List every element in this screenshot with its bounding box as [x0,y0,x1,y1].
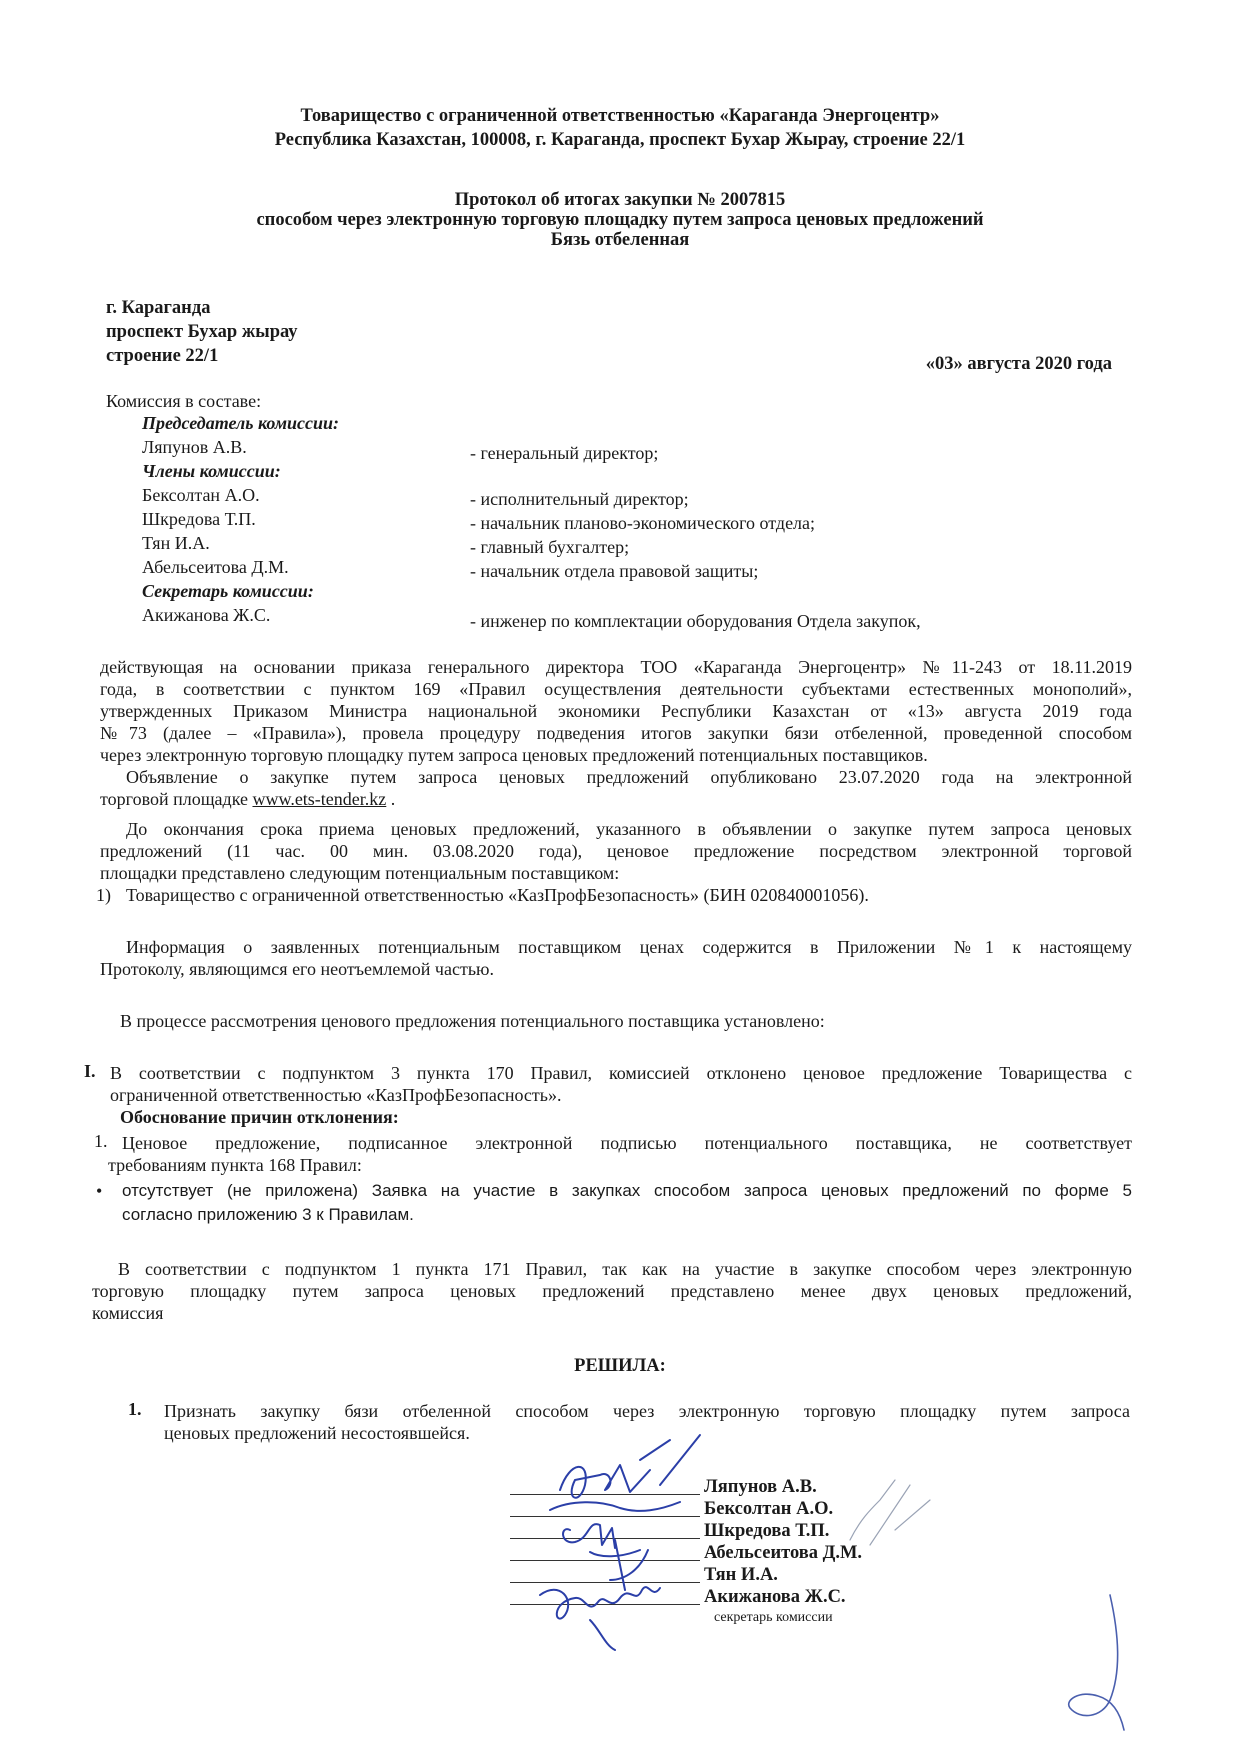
body-line: площадки представлено следующим потенциальным поставщиком: [100,863,620,883]
margin-mark [1050,1590,1170,1740]
signature-stroke [640,1435,700,1485]
signature-stroke [560,1465,650,1498]
body-text: торговой площадке [100,789,248,809]
body-text: . [390,789,396,809]
body-line: ценовых предложений несостоявшейся. [164,1423,470,1443]
body-line: действующая на основании приказа генерального директора ТОО «Караганда Энергоцентр» №11-243 от 18.11.2019 [100,657,1132,677]
member-role: - начальник планово-экономического отдела; [470,513,816,533]
place-street: проспект Бухар жырау [106,322,298,342]
signatory-name: Бексолтан А.О. [704,1499,834,1519]
body-line: ограниченной ответственностью «КазПрофБезопасность». [110,1085,562,1105]
body-line: отсутствует (не приложена) Заявка на участие в закупках способом запроса ценовых предложений по форме 5 [122,1181,1132,1200]
body-line: Ценовое предложение, подписанное электронной подписью потенциального поставщика, не соответствует [122,1133,1132,1153]
company-line: Товарищество с ограниченной ответственностью «Караганда Энергоцентр» [300,106,940,126]
signatory-name: Тян И.А. [704,1565,778,1585]
body-line: торговую площадку путем запроса ценовых предложений представлено менее двух ценовых предложений, [92,1281,1132,1301]
member-role: - главный бухгалтер; [470,537,630,557]
address-line: Республика Казахстан, 100008, г. Караганда, проспект Бухар Жырау, строение 22/1 [274,130,966,150]
signature-stroke [590,1620,615,1650]
signatory-name: Абельсеитова Д.М. [704,1543,863,1563]
signature-stroke [563,1524,640,1556]
decision-number: 1. [128,1399,142,1419]
body-line: В соответствии с подпунктом 1 пункта 171 Правил, так как на участие в закупке способом через электронную [118,1259,1132,1279]
member-name: Тян И.А. [142,533,210,553]
body-line: утвержденных Приказом Министра национальной экономики Республики Казахстан от «13» августа 2019 года [100,701,1132,721]
body-line: года, в соответствии с пунктом 169 «Правил осуществления деятельности субъектами естественных монополий», [100,679,1132,699]
body-line: требованиям пункта 168 Правил: [108,1155,362,1175]
member-name: Бексолтан А.О. [142,485,260,505]
member-role: - исполнительный директор; [470,489,689,509]
chair-name: Ляпунов А.В. [142,437,247,457]
secretary-caption: секретарь комиссии [714,1610,833,1625]
member-name: Абельсеитова Д.М. [142,557,289,577]
protocol-subtitle: способом через электронную торговую площадку путем запроса ценовых предложений [256,210,984,230]
body-line: через электронную торговую площадку путем запроса ценовых предложений потенциальных поставщиков. [100,745,928,765]
signatory-name: Ляпунов А.В. [704,1477,817,1497]
signature-stroke [550,1502,680,1511]
handwritten-signatures [530,1430,730,1660]
chair-role: - генеральный директор; [470,443,659,463]
reason-heading: Обоснование причин отклонения: [120,1107,399,1127]
signature-stroke [540,1587,660,1619]
signature-stroke [850,1480,930,1545]
protocol-title: Протокол об итогах закупки № 2007815 [454,190,786,210]
place-city: г. Караганда [106,298,211,318]
decided-heading: РЕШИЛА: [574,1356,666,1376]
supplier-name: Товарищество с ограниченной ответственностью «КазПрофБезопасность» (БИН 020840001056). [126,885,869,905]
supplier-number: 1) [96,885,111,905]
body-line: Протоколу, являющимся его неотъемлемой частью. [100,959,494,979]
protocol-date: «03» августа 2020 года [925,354,1112,374]
body-line: В соответствии с подпунктом 3 пункта 170 Правил, комиссией отклонено ценовое предложение Товарищества с [110,1063,1132,1083]
protocol-item: Бязь отбеленная [550,230,690,250]
members-heading: Члены комиссии: [142,461,281,481]
chair-heading: Председатель комиссии: [142,413,340,433]
faint-signature [840,1470,940,1560]
body-line: согласно приложению 3 к Правилам. [122,1205,414,1224]
body-line: В процессе рассмотрения ценового предложения потенциального поставщика установлено: [120,1011,825,1031]
commission-intro: Комиссия в составе: [106,391,262,411]
body-line: №73 (далее – «Правила»), провела процедуру подведения итогов закупки бязи отбеленной, проведенной способом [100,723,1132,743]
reason-number: 1. [94,1131,108,1151]
ets-tender-link[interactable]: www.ets-tender.kz [252,789,387,809]
signature-stroke [610,1540,648,1590]
body-line: Информация о заявленных потенциальным поставщиком ценах содержится в Приложении №1 к настоящему [126,937,1132,957]
bullet-icon: • [96,1181,103,1201]
place-building: строение 22/1 [106,346,219,366]
signatory-name: Шкредова Т.П. [704,1521,830,1541]
body-line: комиссия [92,1303,164,1323]
signature-stroke [1069,1595,1124,1730]
section-number: I. [84,1061,96,1081]
signatory-name: Акижанова Ж.С. [704,1587,846,1607]
secretary-name: Акижанова Ж.С. [142,605,271,625]
body-line: Объявление о закупке путем запроса ценовых предложений опубликовано 23.07.2020 года на электронной [126,767,1132,787]
body-line: До окончания срока приема ценовых предложений, указанного в объявлении о закупке путем запроса ценовых [126,819,1132,839]
secretary-role: - инженер по комплектации оборудования Отдела закупок, [470,611,921,631]
body-line: Признать закупку бязи отбеленной способом через электронную торговую площадку путем запроса [164,1401,1130,1421]
member-role: - начальник отдела правовой защиты; [470,561,759,581]
body-line: предложений (11 час. 00 мин. 03.08.2020 года), ценовое предложение посредством электронной торговой [100,841,1132,861]
member-name: Шкредова Т.П. [142,509,256,529]
body-line [100,788,395,810]
secretary-heading: Секретарь комиссии: [142,581,314,601]
